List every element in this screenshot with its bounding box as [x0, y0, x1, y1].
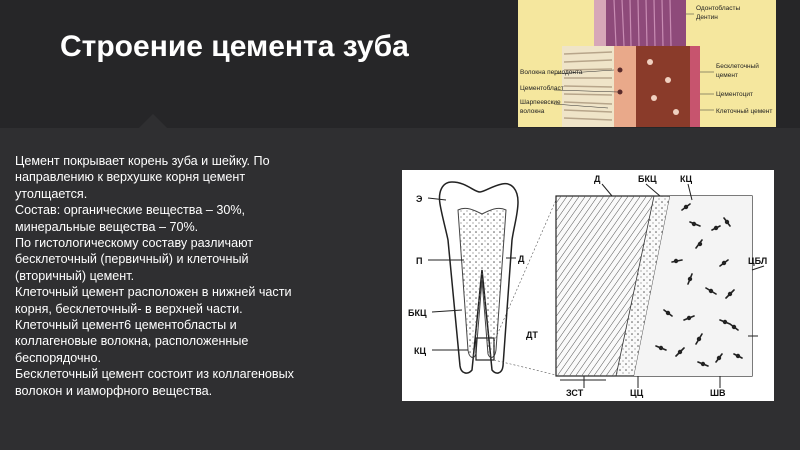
- cement-histology-illustration: [518, 0, 776, 127]
- body-line: Клеточный цемент6 цементобласты и: [15, 318, 237, 333]
- cementoblast-cell: [618, 68, 623, 73]
- cementocyte-cell: [673, 109, 679, 115]
- cementoblast-cell: [618, 90, 623, 95]
- acellular-cement-band: [614, 46, 636, 127]
- body-line: Состав: органические вещества – 30%,: [15, 203, 246, 218]
- body-line: Цемент покрывает корень зуба и шейку. По: [15, 154, 270, 168]
- body-line: По гистологическому составу различают: [15, 236, 254, 251]
- label-cementoblast: Цементобласт: [520, 85, 564, 92]
- label-dentin: Дентин: [696, 14, 718, 21]
- body-line: (вторичный) цемент.: [15, 268, 135, 283]
- cementocyte-cell: [647, 59, 653, 65]
- cementocyte-cell: [651, 95, 657, 101]
- body-line: утолщается.: [15, 186, 88, 201]
- body-line: Бесклеточный цемент состоит из коллагеновых: [15, 367, 294, 382]
- label-odontoblasts: Одонтобласты: [696, 5, 741, 12]
- label-kc-left: КЦ: [414, 346, 427, 356]
- label-bkc-top: БКЦ: [638, 174, 657, 184]
- body-line: минеральные вещества – 70%.: [15, 219, 199, 234]
- predentin-layer: [594, 0, 606, 46]
- body-line: корня, бесклеточный- в верхней части.: [15, 301, 243, 316]
- label-acellular-cement-line-2: цемент: [716, 72, 738, 79]
- cellular-cement-band: [636, 46, 690, 127]
- body-line: волокон и иаморфного вещества.: [15, 383, 213, 398]
- body-text: [15, 153, 383, 399]
- label-acellular-cement-line-1: Бесклеточный: [716, 63, 759, 70]
- body-line: Клеточный цемент расположен в нижней части: [15, 285, 292, 300]
- body-line: направлению к верхушке корня цемент: [15, 170, 246, 185]
- tooth-cement-diagram: [402, 170, 774, 401]
- label-kc-top: КЦ: [680, 174, 693, 184]
- dentin-edge: [690, 46, 700, 127]
- body-line: бесклеточный (первичный) и клеточный: [15, 252, 249, 267]
- slide-title: Строение цемента зуба: [60, 30, 409, 63]
- label-d-top: Д: [594, 174, 601, 184]
- label-periodontal-fibers: Волокна периодонта: [520, 69, 583, 76]
- label-bkc-left: БКЦ: [408, 308, 427, 318]
- label-cellular-cement: Клеточный цемент: [716, 108, 773, 115]
- label-p: П: [416, 256, 423, 266]
- label-cc: ЦЦ: [630, 388, 644, 398]
- label-cbl: ЦБЛ: [748, 256, 768, 266]
- label-sharpey-fibers-line-2: волокна: [520, 108, 545, 115]
- label-d-left: Д: [518, 254, 525, 264]
- cementocyte-cell: [665, 77, 671, 83]
- label-zst: ЗСТ: [566, 388, 584, 398]
- label-sharpey-fibers-line-1: Шарпеевские: [520, 99, 561, 106]
- body-line: беспорядочно.: [15, 350, 101, 365]
- label-shv: ШВ: [710, 388, 726, 398]
- label-dt: ДТ: [526, 330, 538, 340]
- label-cementocyte: Цементоцит: [716, 91, 753, 98]
- label-e: Э: [416, 194, 423, 204]
- body-line: коллагеновые волокна, расположенные: [15, 334, 249, 349]
